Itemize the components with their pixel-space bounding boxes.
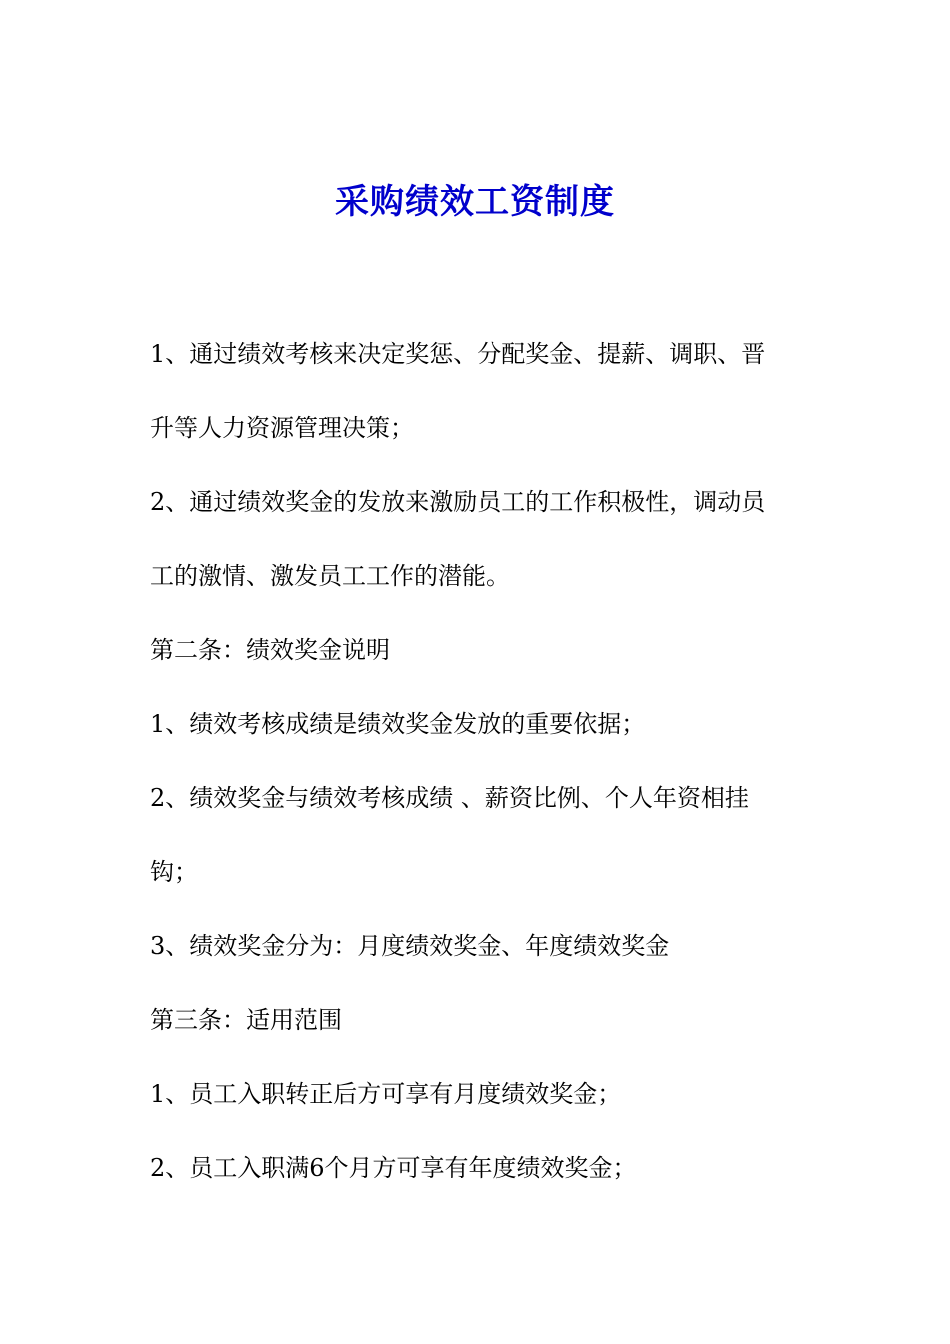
paragraph-line: 2、员工入职满6个月方可享有年度绩效奖金； xyxy=(150,1154,637,1182)
paragraph-line: 1、绩效考核成绩是绩效奖金发放的重要依据； xyxy=(150,710,646,738)
section-heading: 第二条：绩效奖金说明 xyxy=(150,636,390,664)
paragraph-line: 1、通过绩效考核来决定奖惩、分配奖金、提薪、调职、晋 xyxy=(150,340,766,368)
section-heading: 第三条：适用范围 xyxy=(150,1006,342,1034)
paragraph-line: 2、绩效奖金与绩效考核成绩 、薪资比例、个人年资相挂 xyxy=(150,784,749,812)
paragraph-line: 1、员工入职转正后方可享有月度绩效奖金； xyxy=(150,1080,622,1108)
paragraph-line: 工的激情、激发员工工作的潜能。 xyxy=(150,562,510,590)
paragraph-line: 升等人力资源管理决策； xyxy=(150,414,414,442)
paragraph-line: 2、通过绩效奖金的发放来激励员工的工作积极性，调动员 xyxy=(150,488,766,516)
document-title: 采购绩效工资制度 xyxy=(335,182,615,222)
paragraph-line: 3、绩效奖金分为：月度绩效奖金、年度绩效奖金 xyxy=(150,932,670,960)
paragraph-line: 钩； xyxy=(150,858,198,886)
